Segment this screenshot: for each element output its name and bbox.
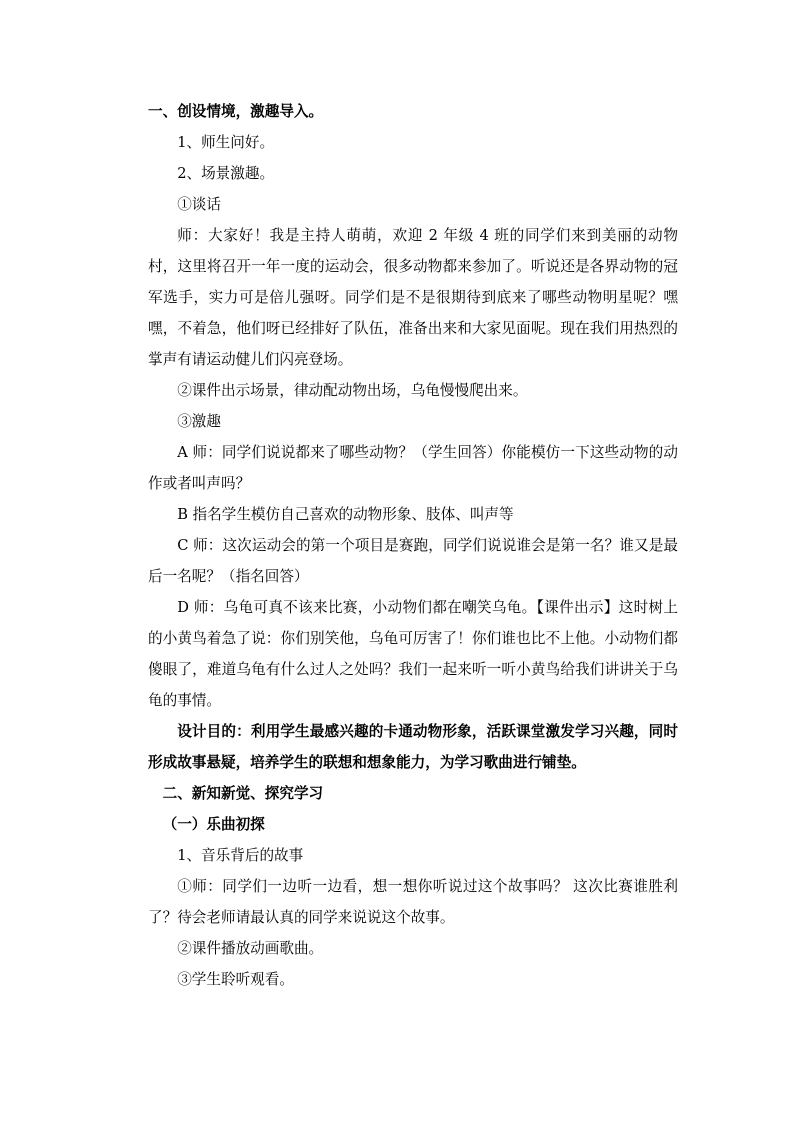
section-1-item-1: 1、师生问好。 (177, 134, 275, 151)
section-2-item-1: 1、音乐背后的故事 (177, 847, 304, 864)
section-1-title: 一、创设情境，激趣导入。 (148, 103, 324, 120)
section-2-question-1: ①师：同学们一边听一边看，想一想你听说过这个故事吗？ 这次比赛谁胜利了？待会老师请最认真的同学来说说这个故事。 (148, 878, 678, 926)
section-2-title: 二、新知新觉、探究学习 (162, 785, 324, 802)
document-page (148, 96, 678, 995)
section-1-sub-2: ②课件出示场景，律动配动物出场，乌龟慢慢爬出来。 (177, 382, 528, 399)
section-2-subtitle: （一）乐曲初探 (162, 816, 265, 833)
design-purpose-paragraph: 设计目的：利用学生最感兴趣的卡通动物形象，活跃课堂激发学习兴趣，同时形成故事悬疑，培养学生的联想和想象能力，为学习歌曲进行铺垫。 (148, 723, 678, 771)
section-1-sub-1: ①谈话 (177, 196, 221, 213)
paragraph-a: A 师：同学们说说都来了哪些动物？（学生回答）你能模仿一下这些动物的动作或者叫声吗？ (148, 444, 678, 492)
paragraph-b: B 指名学生模仿自己喜欢的动物形象、肢体、叫声等 (177, 506, 514, 523)
section-2-question-2: ②课件播放动画歌曲。 (177, 940, 324, 957)
teacher-talk-paragraph: 师：大家好！我是主持人萌萌，欢迎 2 年级 4 班的同学们来到美丽的动物村，这里将召开一年一度的运动会，很多动物都来参加了。听说还是各界动物的冠军选手，实力可是倍儿强呀。同学们是不是很期待到底来了哪些动物明星呢？嘿嘿，不着急，他们呀已经排好了队伍，准备出来和大家见面呢。现在我们用热烈的掌声有请运动健儿们闪亮登场。 (148, 227, 678, 368)
paragraph-c: C 师：这次运动会的第一个项目是赛跑，同学们说说谁会是第一名？谁又是最后一名呢？（指名回答） (148, 537, 678, 585)
section-1-item-2: 2、场景激趣。 (177, 165, 275, 182)
section-1-sub-3: ③激趣 (177, 413, 221, 430)
paragraph-d: D 师：乌龟可真不该来比赛，小动物们都在嘲笑乌龟。【课件出示】这时树上的小黄鸟着急了说：你们别笑他，乌龟可厉害了！你们谁也比不上他。小动物们都傻眼了，难道乌龟有什么过人之处吗？我们一起来听一听小黄鸟给我们讲讲关于乌龟的事情。 (148, 599, 678, 709)
section-2-question-3: ③学生聆听观看。 (177, 971, 294, 988)
